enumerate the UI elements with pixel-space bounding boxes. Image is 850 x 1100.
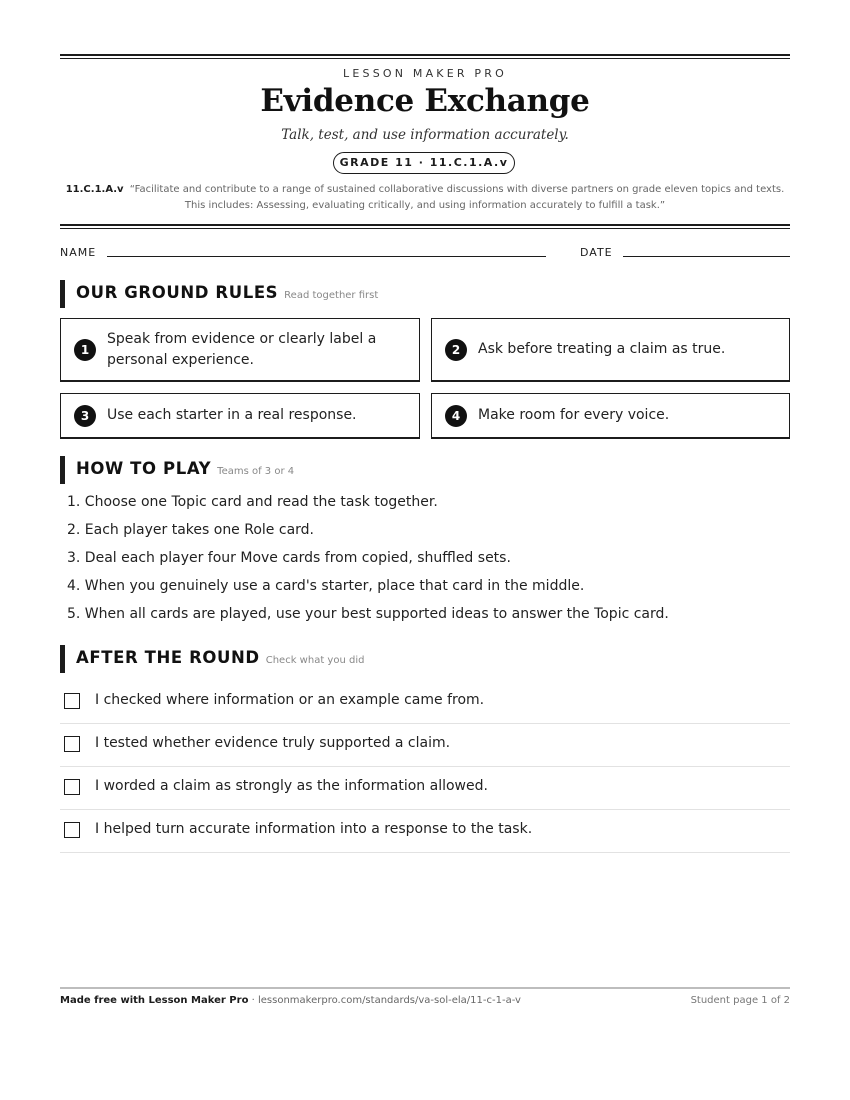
rule-number-badge: 4: [445, 405, 467, 427]
checkbox[interactable]: [64, 693, 80, 709]
standard-text-line2: This includes: Assessing, evaluating critically, and using information accurately to fulfill a task.”: [184, 200, 666, 211]
footer-rule: [60, 987, 790, 989]
check-item: [60, 767, 790, 810]
date-field[interactable]: [623, 256, 790, 257]
section-marker: [60, 645, 65, 673]
play-step: 5. When all cards are played, use your best supported ideas to answer the Topic card.: [67, 606, 669, 622]
checkbox[interactable]: [64, 779, 80, 795]
self-check-list: [60, 681, 790, 853]
after-round-hint: Check what you did: [265, 655, 365, 666]
grade-badge: GRADE 11 · 11.C.1.A.v: [333, 152, 515, 174]
check-item-text: I tested whether evidence truly supported a claim.: [95, 735, 451, 751]
rule-text: Speak from evidence or clearly label a personal experience.: [107, 330, 377, 368]
how-to-play-title: HOW TO PLAY: [76, 459, 212, 478]
footer-brand: Made free with Lesson Maker Pro: [60, 995, 249, 1006]
ground-rule-2: [431, 318, 790, 382]
ground-rule-1: [60, 318, 420, 382]
how-to-play-hint: Teams of 3 or 4: [217, 466, 295, 477]
footer-url[interactable]: · lessonmakerpro.com/standards/va-sol-ela/11-c-1-a-v: [248, 995, 521, 1006]
standard-code: 11.C.1.A.v: [65, 184, 124, 195]
check-item: [60, 810, 790, 853]
worksheet-page: [60, 0, 790, 1100]
check-item-text: I helped turn accurate information into a response to the task.: [95, 821, 533, 837]
worksheet-title: Evidence Exchange: [260, 83, 590, 119]
ground-rules-title: OUR GROUND RULES: [76, 283, 279, 302]
play-step: 2. Each player takes one Role card.: [67, 522, 314, 538]
name-field[interactable]: [107, 256, 546, 257]
ground-rules-hint: Read together first: [284, 290, 379, 301]
rule-number-badge: 1: [74, 339, 96, 361]
header-bottom-rule: [60, 224, 790, 229]
header-top-rule: [60, 54, 790, 59]
checkbox[interactable]: [64, 822, 80, 838]
rule-number-badge: 3: [74, 405, 96, 427]
page-number: Student page 1 of 2: [690, 995, 790, 1006]
play-step: 4. When you genuinely use a card's starter, place that card in the middle.: [67, 578, 585, 594]
check-item: [60, 681, 790, 724]
rule-text: Make room for every voice.: [478, 407, 670, 423]
play-step: 1. Choose one Topic card and read the task together.: [67, 494, 438, 510]
section-marker: [60, 456, 65, 484]
date-label: DATE: [580, 246, 613, 259]
footer-credit: [60, 995, 521, 1006]
play-step: 3. Deal each player four Move cards from copied, shuffled sets.: [67, 550, 511, 566]
section-marker: [60, 280, 65, 308]
worksheet-subtitle: Talk, test, and use information accurately.: [281, 127, 569, 143]
name-label: NAME: [60, 246, 97, 259]
check-item-text: I checked where information or an example came from.: [95, 692, 485, 708]
check-item: [60, 724, 790, 767]
standard-text-line1: “Facilitate and contribute to a range of sustained collaborative discussions with diverse partners on grade eleven topics and texts.: [129, 184, 785, 195]
rule-number-badge: 2: [445, 339, 467, 361]
ground-rule-3: [60, 393, 420, 439]
after-round-title: AFTER THE ROUND: [76, 648, 260, 667]
check-item-text: I worded a claim as strongly as the information allowed.: [95, 778, 488, 794]
play-steps-list: [67, 490, 787, 630]
brand-name: LESSON MAKER PRO: [343, 67, 507, 80]
rule-text: Ask before treating a claim as true.: [478, 341, 726, 357]
ground-rule-4: [431, 393, 790, 439]
rule-text: Use each starter in a real response.: [107, 407, 357, 423]
checkbox[interactable]: [64, 736, 80, 752]
standard-statement: [60, 182, 790, 214]
